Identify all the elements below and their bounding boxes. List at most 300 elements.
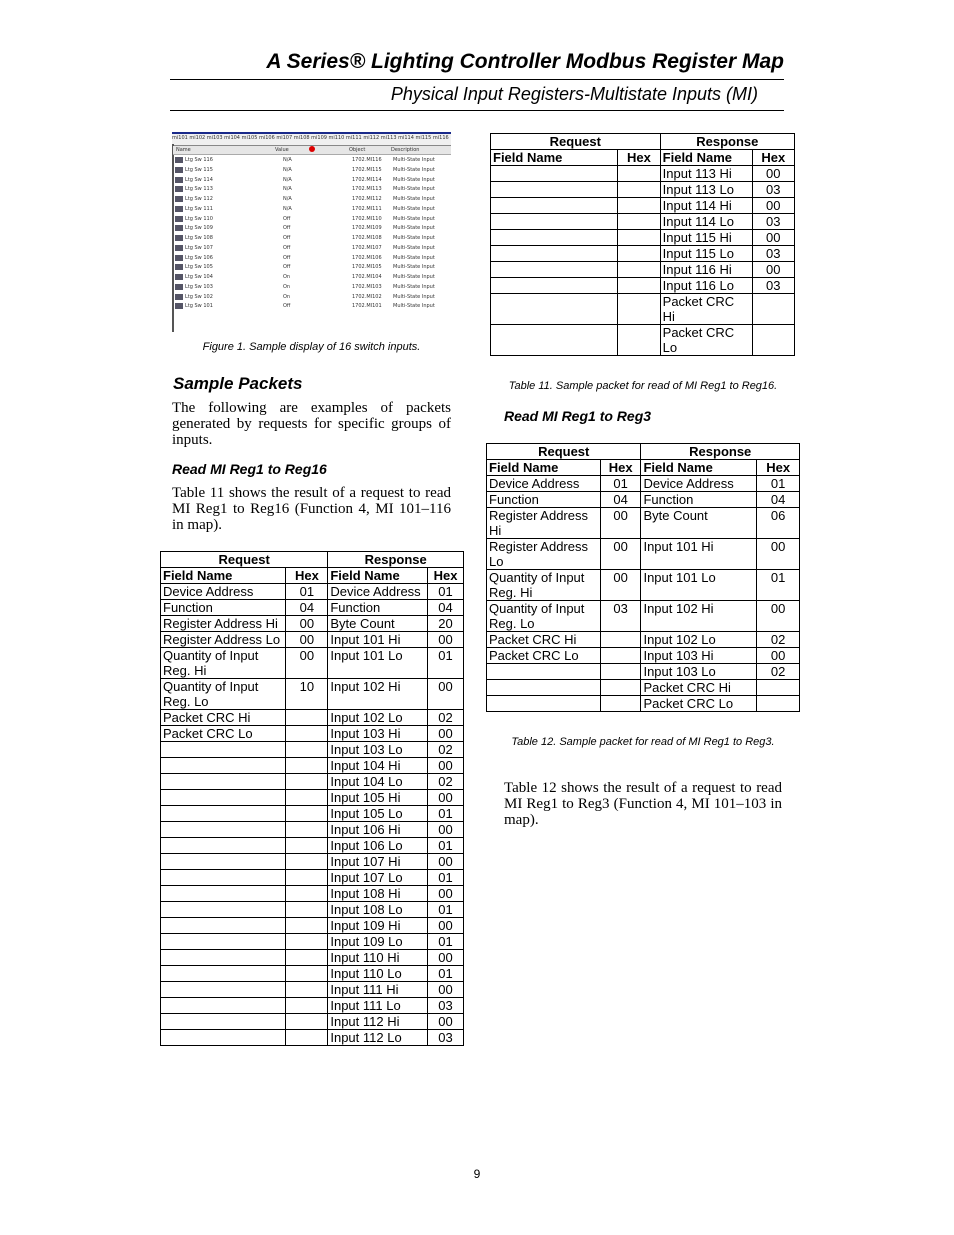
response-hex: 00 xyxy=(428,822,464,838)
figure-row-description: Multi-State Input xyxy=(393,176,435,183)
figure-row-description: Multi-State Input xyxy=(393,215,435,222)
response-hex: 01 xyxy=(428,934,464,950)
request-hex xyxy=(618,182,660,198)
table-row xyxy=(161,726,464,742)
response-field-name: Input 102 Lo xyxy=(328,710,428,726)
request-field-name xyxy=(161,758,286,774)
field-name-header: Field Name xyxy=(641,460,757,476)
response-field-name: Input 102 Hi xyxy=(641,601,757,632)
figure-row-description: Multi-State Input xyxy=(393,196,435,202)
figure-row-value: N/A xyxy=(283,166,292,173)
request-hex xyxy=(600,632,641,648)
input-object-icon xyxy=(175,303,183,309)
response-field-name: Input 116 Hi xyxy=(660,262,752,278)
request-hex xyxy=(286,966,328,982)
figure-row-value: N/A xyxy=(283,176,292,183)
figure-row-object: 1702.MI113 xyxy=(352,186,382,193)
request-hex xyxy=(618,262,660,278)
figure-row-value: On xyxy=(283,293,291,300)
figure-row-object: 1702.MI105 xyxy=(352,264,382,271)
request-hex xyxy=(618,214,660,230)
response-hex: 04 xyxy=(428,600,464,616)
response-hex: 02 xyxy=(757,632,800,648)
response-hex xyxy=(757,680,800,696)
request-hex xyxy=(286,758,328,774)
request-hex: 00 xyxy=(600,570,641,601)
input-object-icon xyxy=(175,216,183,222)
response-hex: 03 xyxy=(428,998,464,1014)
figure-row-description: Multi-State Input xyxy=(393,235,435,241)
request-hex xyxy=(600,664,641,680)
response-field-name: Input 102 Lo xyxy=(641,632,757,648)
input-object-icon xyxy=(175,206,183,212)
request-hex: 04 xyxy=(600,492,641,508)
response-field-name: Input 103 Lo xyxy=(328,742,428,758)
figure-row-value: On xyxy=(283,274,291,280)
input-object-icon xyxy=(175,284,183,290)
request-hex xyxy=(286,774,328,790)
response-field-name: Packet CRC Lo xyxy=(660,325,752,356)
table-11-part2 xyxy=(490,133,795,356)
request-field-name xyxy=(161,806,286,822)
figure-row-description: Multi-State Input xyxy=(393,254,435,261)
hex-header: Hex xyxy=(752,150,794,166)
request-hex xyxy=(286,886,328,902)
hex-header: Hex xyxy=(286,568,328,584)
request-hex: 01 xyxy=(600,476,641,492)
table-row xyxy=(161,998,464,1014)
table-row xyxy=(487,492,800,508)
request-hex xyxy=(286,806,328,822)
table-row xyxy=(161,838,464,854)
request-hex xyxy=(618,294,660,325)
response-field-name: Input 114 Lo xyxy=(660,214,752,230)
input-object-icon xyxy=(175,157,183,163)
table-11-caption: Table 11. Sample packet for read of MI Reg1 to Reg16. xyxy=(508,380,778,392)
request-field-name: Quantity of Input Reg. Hi xyxy=(487,570,601,601)
response-hex: 00 xyxy=(428,1014,464,1030)
response-field-name: Input 104 Lo xyxy=(328,774,428,790)
response-field-name: Function xyxy=(328,600,428,616)
response-hex: 04 xyxy=(757,492,800,508)
request-field-name xyxy=(161,982,286,998)
page-title: A Series® Lighting Controller Modbus Register Map xyxy=(266,50,784,73)
response-field-name: Input 115 Lo xyxy=(660,246,752,262)
figure-list-item xyxy=(175,254,451,263)
figure-col-object: Object xyxy=(349,147,366,153)
request-hex xyxy=(600,696,641,712)
request-hex xyxy=(618,230,660,246)
request-field-name: Packet CRC Lo xyxy=(487,648,601,664)
response-field-name: Byte Count xyxy=(641,508,757,539)
response-hex: 00 xyxy=(428,854,464,870)
figure-row-object: 1702.MI109 xyxy=(352,225,382,232)
response-hex: 01 xyxy=(428,648,464,679)
request-hex xyxy=(286,934,328,950)
request-field-name xyxy=(161,1030,286,1046)
figure-row-description: Multi-State Input xyxy=(393,157,435,163)
hex-header: Hex xyxy=(618,150,660,166)
response-hex: 20 xyxy=(428,616,464,632)
figure-caption: Figure 1. Sample display of 16 switch inputs. xyxy=(202,341,421,353)
figure-list-item xyxy=(175,234,451,243)
alarm-status-icon xyxy=(309,146,315,152)
request-field-name: Function xyxy=(487,492,601,508)
input-object-icon xyxy=(175,235,183,241)
figure-row-object: 1702.MI114 xyxy=(352,176,382,183)
figure-row-description: Multi-State Input xyxy=(393,166,435,173)
table-row xyxy=(491,198,795,214)
request-hex xyxy=(286,902,328,918)
hex-header: Hex xyxy=(600,460,641,476)
request-field-name xyxy=(491,214,618,230)
table-row xyxy=(491,166,795,182)
table-row xyxy=(161,886,464,902)
request-field-name xyxy=(491,262,618,278)
request-field-name: Register Address Lo xyxy=(161,632,286,648)
response-field-name: Input 101 Lo xyxy=(328,648,428,679)
response-field-name: Input 103 Lo xyxy=(641,664,757,680)
response-field-name: Packet CRC Hi xyxy=(660,294,752,325)
response-hex: 03 xyxy=(428,1030,464,1046)
response-field-name: Input 104 Hi xyxy=(328,758,428,774)
request-field-name: Quantity of Input Reg. Hi xyxy=(161,648,286,679)
response-hex: 00 xyxy=(752,198,794,214)
table-row xyxy=(161,600,464,616)
figure-list-item xyxy=(175,302,451,311)
figure-row-description: Multi-State Input xyxy=(393,186,435,193)
response-hex: 03 xyxy=(752,214,794,230)
response-field-name: Input 113 Hi xyxy=(660,166,752,182)
request-field-name: Function xyxy=(161,600,286,616)
title-rule xyxy=(170,79,784,80)
figure-list-item xyxy=(175,273,451,282)
request-field-name xyxy=(161,822,286,838)
figure-row-description: Multi-State Input xyxy=(393,274,435,280)
reg1-reg3-paragraph: Table 12 shows the result of a request to read MI Reg1 to Reg3 (Function 4, MI 101–103 in map). xyxy=(504,780,782,828)
request-hex xyxy=(286,982,328,998)
request-hex: 00 xyxy=(600,508,641,539)
request-hex xyxy=(618,166,660,182)
request-hex xyxy=(286,998,328,1014)
response-field-name: Input 110 Lo xyxy=(328,966,428,982)
table-row xyxy=(161,710,464,726)
response-field-name: Input 101 Hi xyxy=(641,539,757,570)
figure-row-value: Off xyxy=(283,225,291,232)
figure-list-item xyxy=(175,215,451,224)
request-hex xyxy=(618,198,660,214)
request-hex: 00 xyxy=(286,648,328,679)
response-hex: 03 xyxy=(752,246,794,262)
figure-list-item xyxy=(175,263,451,272)
input-object-icon xyxy=(175,294,183,300)
request-hex xyxy=(286,854,328,870)
request-header: Request xyxy=(487,444,641,460)
response-hex: 01 xyxy=(757,476,800,492)
response-hex: 03 xyxy=(752,182,794,198)
table-row xyxy=(491,182,795,198)
figure-row-name: Ltg Sw 116 xyxy=(185,157,213,163)
response-hex: 00 xyxy=(428,886,464,902)
request-field-name xyxy=(161,918,286,934)
figure-row-object: 1702.MI116 xyxy=(352,157,382,163)
response-hex: 00 xyxy=(752,262,794,278)
figure-row-value: Off xyxy=(283,264,291,271)
request-field-name xyxy=(161,886,286,902)
figure-row-value: N/A xyxy=(283,186,292,193)
figure-list-item xyxy=(175,224,451,233)
response-field-name: Byte Count xyxy=(328,616,428,632)
table-row xyxy=(491,262,795,278)
request-field-name: Register Address Hi xyxy=(487,508,601,539)
request-hex xyxy=(286,918,328,934)
input-object-icon xyxy=(175,186,183,192)
response-hex: 00 xyxy=(757,539,800,570)
response-field-name: Input 108 Lo xyxy=(328,902,428,918)
request-field-name xyxy=(161,950,286,966)
reg1-reg16-paragraph: Table 11 shows the result of a request to read MI Reg1 to Reg16 (Function 4, MI 101–116 in map). xyxy=(172,485,451,533)
response-field-name: Input 112 Lo xyxy=(328,1030,428,1046)
response-field-name: Input 111 Hi xyxy=(328,982,428,998)
figure-row-object: 1702.MI115 xyxy=(352,166,382,173)
field-name-header: Field Name xyxy=(660,150,752,166)
table-row xyxy=(487,508,800,539)
response-hex: 01 xyxy=(428,584,464,600)
figure-row-name: Ltg Sw 115 xyxy=(185,166,213,173)
figure-left-border xyxy=(172,144,174,332)
table-row xyxy=(487,476,800,492)
figure-list-item xyxy=(175,205,451,214)
response-field-name: Input 107 Lo xyxy=(328,870,428,886)
response-field-name: Input 114 Hi xyxy=(660,198,752,214)
figure-row-value: Off xyxy=(283,254,291,261)
request-field-name xyxy=(161,838,286,854)
figure-list-item xyxy=(175,166,451,175)
response-field-name: Input 108 Hi xyxy=(328,886,428,902)
request-field-name xyxy=(161,790,286,806)
response-header: Response xyxy=(641,444,800,460)
request-field-name xyxy=(161,934,286,950)
figure-row-description: Multi-State Input xyxy=(393,244,435,251)
response-field-name: Input 107 Hi xyxy=(328,854,428,870)
figure-row-name: Ltg Sw 104 xyxy=(185,274,213,280)
response-field-name: Device Address xyxy=(328,584,428,600)
response-hex: 00 xyxy=(428,679,464,710)
request-hex xyxy=(286,950,328,966)
request-hex xyxy=(600,680,641,696)
request-field-name xyxy=(491,246,618,262)
input-object-icon xyxy=(175,225,183,231)
response-hex: 01 xyxy=(428,838,464,854)
response-hex: 00 xyxy=(428,726,464,742)
figure-col-name: Name xyxy=(176,147,191,153)
figure-row-value: Off xyxy=(283,303,291,310)
figure-row-description: Multi-State Input xyxy=(393,283,435,290)
figure-row-value: Off xyxy=(283,244,291,251)
input-object-icon xyxy=(175,167,183,173)
response-hex: 02 xyxy=(428,774,464,790)
response-field-name: Input 103 Hi xyxy=(328,726,428,742)
response-field-name: Input 115 Hi xyxy=(660,230,752,246)
input-object-icon xyxy=(175,274,183,280)
input-object-icon xyxy=(175,177,183,183)
table-12 xyxy=(486,443,800,712)
request-field-name xyxy=(161,854,286,870)
figure-row-name: Ltg Sw 108 xyxy=(185,235,213,241)
request-hex: 00 xyxy=(600,539,641,570)
response-field-name: Input 111 Lo xyxy=(328,998,428,1014)
request-hex xyxy=(618,278,660,294)
table-row xyxy=(161,950,464,966)
response-hex: 03 xyxy=(752,278,794,294)
table-row xyxy=(161,822,464,838)
request-field-name: Device Address xyxy=(161,584,286,600)
request-field-name xyxy=(491,325,618,356)
field-name-header: Field Name xyxy=(491,150,618,166)
table-row xyxy=(487,648,800,664)
hex-header: Hex xyxy=(428,568,464,584)
request-hex xyxy=(286,822,328,838)
table-row xyxy=(161,1030,464,1046)
figure-row-name: Ltg Sw 110 xyxy=(185,215,213,222)
request-hex: 00 xyxy=(286,632,328,648)
hex-header: Hex xyxy=(757,460,800,476)
table-row xyxy=(161,632,464,648)
table-row xyxy=(491,230,795,246)
response-hex: 00 xyxy=(428,758,464,774)
table-row xyxy=(487,680,800,696)
response-field-name: Input 109 Hi xyxy=(328,918,428,934)
table-row xyxy=(161,679,464,710)
request-field-name: Packet CRC Lo xyxy=(161,726,286,742)
response-field-name: Input 105 Lo xyxy=(328,806,428,822)
request-hex xyxy=(286,726,328,742)
request-hex xyxy=(286,1014,328,1030)
subheading-reg1-reg16: Read MI Reg1 to Reg16 xyxy=(172,461,327,477)
response-field-name: Input 109 Lo xyxy=(328,934,428,950)
response-hex: 00 xyxy=(428,632,464,648)
response-header: Response xyxy=(660,134,794,150)
table-row xyxy=(161,584,464,600)
table-row xyxy=(161,854,464,870)
figure-row-value: Off xyxy=(283,235,291,241)
response-field-name: Input 110 Hi xyxy=(328,950,428,966)
figure-list-item xyxy=(175,195,451,204)
request-hex xyxy=(286,870,328,886)
figure-list-item xyxy=(175,283,451,292)
table-11-part1 xyxy=(160,551,464,1046)
response-field-name: Input 113 Lo xyxy=(660,182,752,198)
figure-list-item xyxy=(175,244,451,253)
response-field-name: Device Address xyxy=(641,476,757,492)
figure-row-name: Ltg Sw 106 xyxy=(185,254,213,261)
request-hex: 03 xyxy=(600,601,641,632)
table-row xyxy=(487,696,800,712)
response-hex: 02 xyxy=(757,664,800,680)
figure-row-object: 1702.MI112 xyxy=(352,196,382,202)
table-row xyxy=(487,539,800,570)
request-field-name xyxy=(487,680,601,696)
table-row xyxy=(161,616,464,632)
figure-row-name: Ltg Sw 102 xyxy=(185,293,213,300)
figure-tab-strip: mi101 mi102 mi103 mi104 mi105 mi106 mi107 mi108 mi109 mi110 mi111 mi112 mi113 mi114 mi115 mi116 xyxy=(172,132,451,146)
request-field-name xyxy=(491,278,618,294)
request-field-name xyxy=(161,870,286,886)
subheading-reg1-reg3: Read MI Reg1 to Reg3 xyxy=(504,408,652,424)
figure-column-header xyxy=(173,146,451,155)
table-12-caption: Table 12. Sample packet for read of MI Reg1 to Reg3. xyxy=(511,736,775,748)
request-hex xyxy=(286,710,328,726)
figure-row-name: Ltg Sw 112 xyxy=(185,196,213,202)
table-row xyxy=(161,1014,464,1030)
response-hex: 01 xyxy=(428,870,464,886)
response-hex: 02 xyxy=(428,710,464,726)
figure-row-description: Multi-State Input xyxy=(393,303,435,310)
figure-row-name: Ltg Sw 103 xyxy=(185,283,213,290)
table-row xyxy=(491,325,795,356)
figure-row-object: 1702.MI110 xyxy=(352,215,382,222)
table-row xyxy=(491,294,795,325)
response-hex: 00 xyxy=(757,648,800,664)
table-row xyxy=(161,774,464,790)
request-field-name xyxy=(161,966,286,982)
input-object-icon xyxy=(175,255,183,261)
response-hex: 06 xyxy=(757,508,800,539)
input-object-icon xyxy=(175,245,183,251)
table-row xyxy=(161,902,464,918)
response-hex: 00 xyxy=(428,790,464,806)
figure-row-object: 1702.MI101 xyxy=(352,303,382,310)
field-name-header: Field Name xyxy=(161,568,286,584)
response-hex: 00 xyxy=(428,918,464,934)
table-row xyxy=(487,632,800,648)
request-header: Request xyxy=(161,552,328,568)
request-header: Request xyxy=(491,134,661,150)
table-row xyxy=(161,648,464,679)
request-hex xyxy=(600,648,641,664)
request-hex xyxy=(618,325,660,356)
response-field-name: Packet CRC Lo xyxy=(641,696,757,712)
switch-inputs-screenshot xyxy=(172,132,451,332)
field-name-header: Field Name xyxy=(328,568,428,584)
figure-row-description: Multi-State Input xyxy=(393,293,435,300)
response-hex: 00 xyxy=(428,950,464,966)
figure-row-name: Ltg Sw 105 xyxy=(185,264,213,271)
figure-col-description: Description xyxy=(391,147,420,153)
subtitle-rule xyxy=(170,110,784,111)
figure-row-name: Ltg Sw 107 xyxy=(185,244,213,251)
response-field-name: Input 106 Lo xyxy=(328,838,428,854)
request-field-name xyxy=(161,742,286,758)
table-row xyxy=(161,806,464,822)
table-row xyxy=(161,918,464,934)
figure-row-name: Ltg Sw 113 xyxy=(185,186,213,193)
sample-packets-heading: Sample Packets xyxy=(173,374,303,393)
request-hex xyxy=(286,742,328,758)
figure-row-value: N/A xyxy=(283,157,292,163)
page-number: 9 xyxy=(473,1167,481,1181)
figure-row-object: 1702.MI106 xyxy=(352,254,382,261)
figure-row-value: Off xyxy=(283,215,291,222)
request-hex xyxy=(286,838,328,854)
request-field-name xyxy=(487,664,601,680)
table-row xyxy=(161,790,464,806)
request-hex: 00 xyxy=(286,616,328,632)
response-field-name: Input 106 Hi xyxy=(328,822,428,838)
table-row xyxy=(161,870,464,886)
figure-list-item xyxy=(175,176,451,185)
table-row xyxy=(161,742,464,758)
